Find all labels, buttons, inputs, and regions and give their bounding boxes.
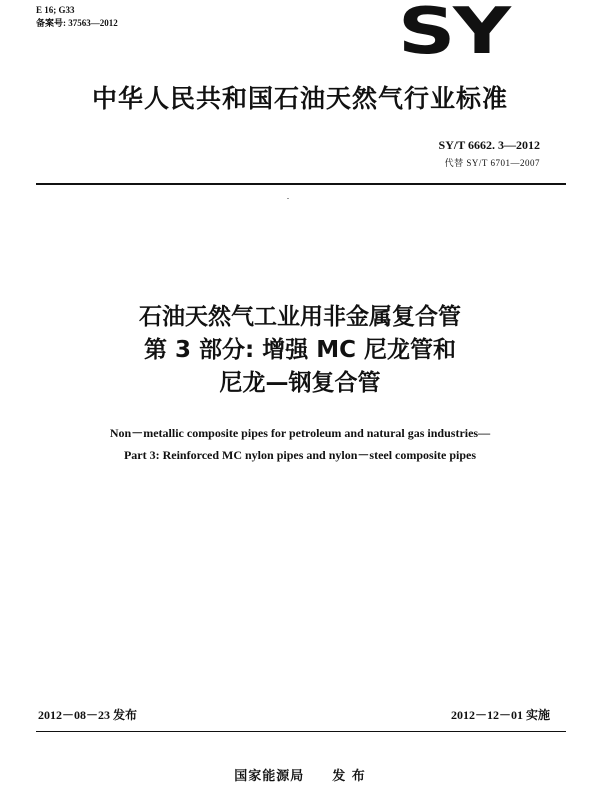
issuer-name: 国家能源局: [234, 769, 305, 784]
english-title-line-2: Part 3: Reinforced MC nylon pipes and nylon－steel composite pipes: [123, 448, 477, 462]
english-title-line-1: Non－metallic composite pipes for petroleum and natural gas industries—: [109, 426, 491, 440]
issuer-line: [0, 765, 600, 784]
replaces-standard: 代替 SY/T 6701—2007: [444, 158, 540, 168]
sy-logo: SY: [397, 0, 508, 69]
publish-date: 2012－08－23 发布: [38, 708, 138, 722]
chinese-title: [0, 301, 600, 400]
chinese-title-line-1: 石油天然气工业用非金属复合管: [139, 304, 461, 330]
scan-speck: [287, 198, 289, 199]
english-title: [0, 422, 600, 466]
standard-category-title: 中华人民共和国石油天然气行业标准: [91, 84, 508, 113]
classification-code: E 16; G33: [36, 5, 75, 15]
chinese-title-line-2: 第 3 部分: 增强 MC 尼龙管和: [143, 337, 456, 363]
footer-divider: [36, 731, 566, 732]
standard-number: SY/T 6662. 3—2012: [438, 138, 540, 152]
filing-number: 备案号: 37563—2012: [36, 18, 118, 28]
header-divider: [36, 183, 566, 185]
classification-block: [36, 4, 118, 30]
chinese-title-line-3: 尼龙—钢复合管: [219, 370, 381, 396]
effective-date: 2012－12－01 实施: [450, 708, 550, 722]
issuer-action: 发 布: [332, 769, 366, 784]
